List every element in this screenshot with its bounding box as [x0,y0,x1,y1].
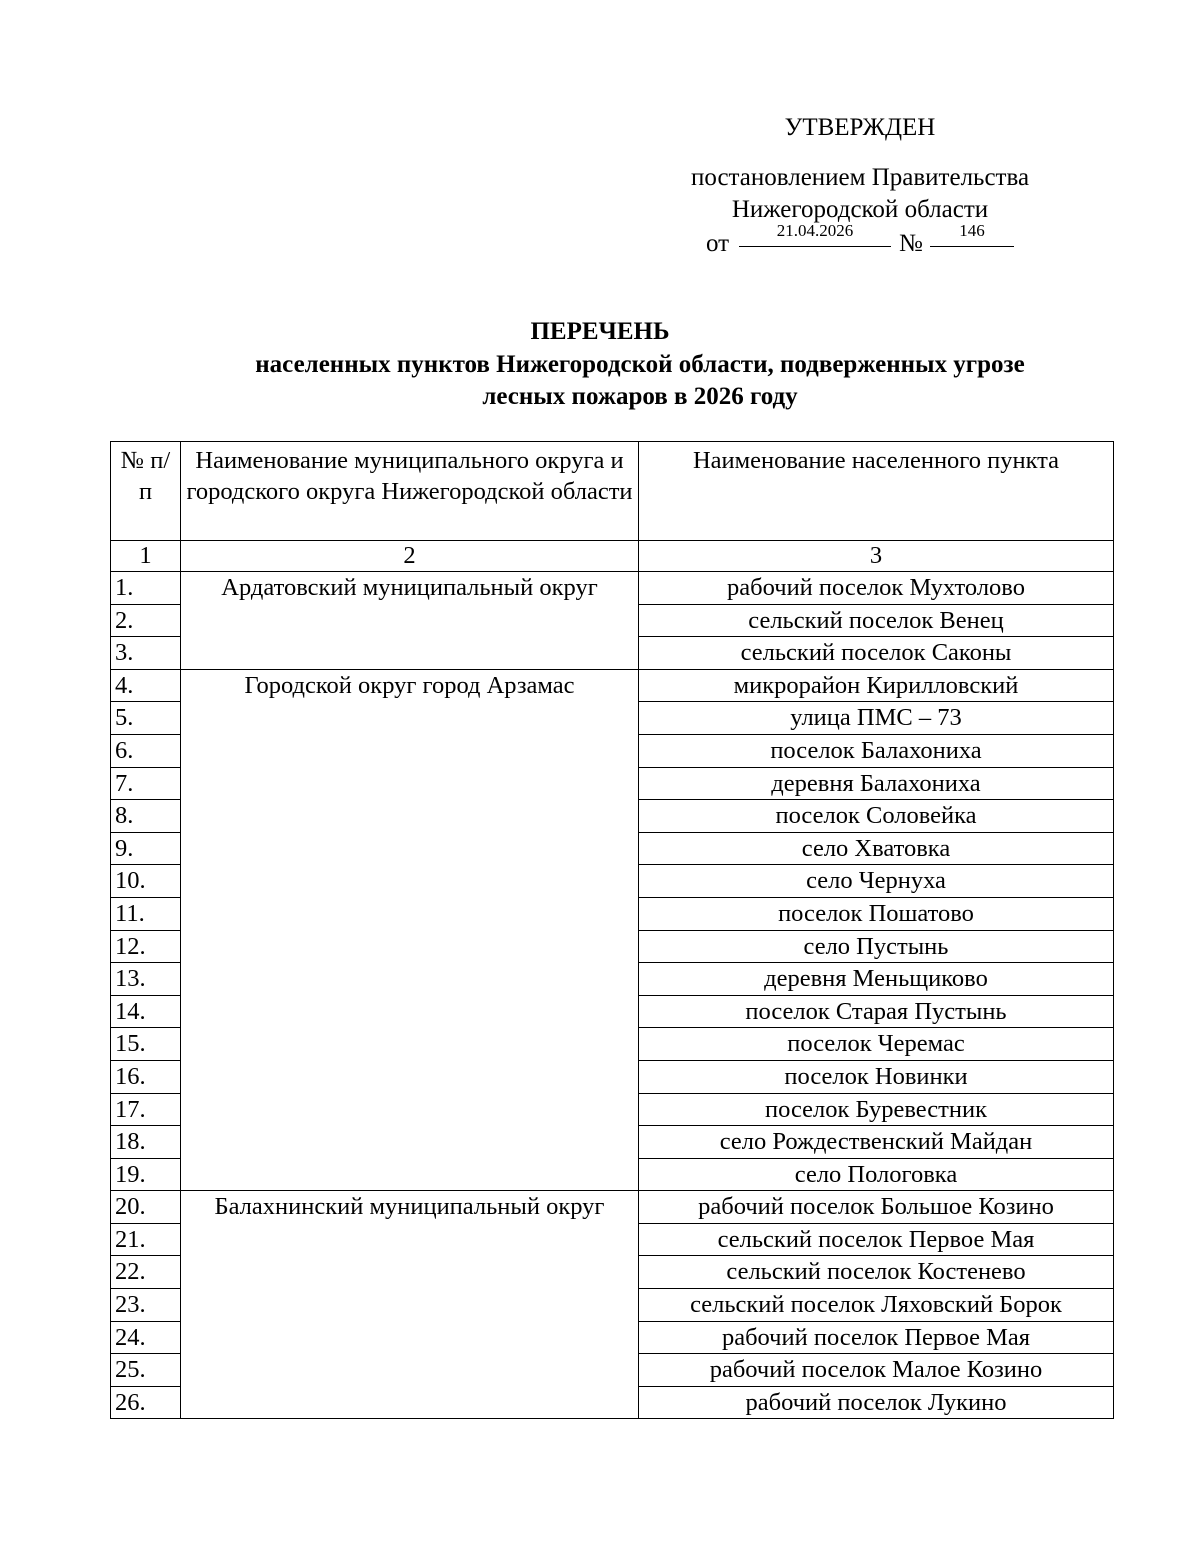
approval-block [640,112,1080,262]
approval-date-line [640,221,1080,262]
settlement-name: рабочий поселок Лукино [639,1386,1114,1419]
settlement-name: поселок Старая Пустынь [639,995,1114,1028]
row-number: 16. [111,1060,181,1093]
row-number: 8. [111,800,181,833]
approval-line-1: постановлением Правительства [690,164,1030,191]
number-prefix: № [899,230,923,257]
row-number: 26. [111,1386,181,1419]
municipality-name: Ардатовский муниципальный округ [181,572,639,670]
municipality-name: Балахнинский муниципальный округ [181,1191,639,1419]
settlement-name: сельский поселок Костенево [639,1256,1114,1289]
row-number: 7. [111,767,181,800]
document-subtitle-1: населенных пунктов Нижегородской области, подверженных угрозе [255,351,1025,378]
settlement-name: рабочий поселок Большое Козино [639,1191,1114,1224]
row-number: 13. [111,963,181,996]
column-number: 1 [111,541,181,572]
settlement-name: село Чернуха [639,865,1114,898]
row-number: 25. [111,1354,181,1387]
header-number: № п/п [111,442,181,541]
row-number: 23. [111,1289,181,1322]
settlement-name: поселок Буревестник [639,1093,1114,1126]
row-number: 24. [111,1321,181,1354]
row-number: 11. [111,897,181,930]
approval-date: 21.04.2026 [739,216,891,247]
settlements-table [110,441,1114,1419]
municipality-name: Городской округ город Арзамас [181,669,639,1191]
row-number: 1. [111,572,181,605]
table-row [111,572,1114,605]
column-number: 2 [181,541,639,572]
row-number: 14. [111,995,181,1028]
approval-heading: УТВЕРЖДЕН [784,114,936,141]
settlement-name: сельский поселок Саконы [639,637,1114,670]
row-number: 12. [111,930,181,963]
header-settlement: Наименование населенного пункта [639,442,1114,541]
table-header-row [111,442,1114,541]
settlement-name: улица ПМС – 73 [639,702,1114,735]
approval-number: 146 [930,216,1014,247]
row-number: 15. [111,1028,181,1061]
settlement-name: село Рождественский Майдан [639,1126,1114,1159]
settlement-name: деревня Балахониха [639,767,1114,800]
header-municipality: Наименование муниципального округа и городского округа Нижегородской области [181,442,639,541]
row-number: 22. [111,1256,181,1289]
settlement-name: рабочий поселок Первое Мая [639,1321,1114,1354]
row-number: 9. [111,832,181,865]
settlement-name: поселок Новинки [639,1060,1114,1093]
settlement-name: поселок Соловейка [639,800,1114,833]
row-number: 18. [111,1126,181,1159]
settlement-name: сельский поселок Ляховский Борок [639,1289,1114,1322]
settlement-name: сельский поселок Первое Мая [639,1223,1114,1256]
settlement-name: село Хватовка [639,832,1114,865]
settlement-name: рабочий поселок Малое Козино [639,1354,1114,1387]
row-number: 4. [111,669,181,702]
column-number-row [111,541,1114,572]
table-body [111,572,1114,1419]
row-number: 19. [111,1158,181,1191]
row-number: 5. [111,702,181,735]
settlement-name: рабочий поселок Мухтолово [639,572,1114,605]
row-number: 2. [111,604,181,637]
settlement-name: поселок Балахониха [639,734,1114,767]
settlement-name: поселок Пошатово [639,897,1114,930]
column-number: 3 [639,541,1114,572]
approval-line-2: Нижегородской области [731,196,989,223]
document-subtitle-2: лесных пожаров в 2026 году [482,383,798,410]
settlement-name: село Пологовка [639,1158,1114,1191]
settlement-name: поселок Черемас [639,1028,1114,1061]
settlement-name: село Пустынь [639,930,1114,963]
table-row [111,1191,1114,1224]
document-title: ПЕРЕЧЕНЬ [530,318,670,345]
row-number: 20. [111,1191,181,1224]
settlement-name: микрорайон Кирилловский [639,669,1114,702]
row-number: 6. [111,734,181,767]
row-number: 3. [111,637,181,670]
row-number: 21. [111,1223,181,1256]
table-row [111,669,1114,702]
date-prefix: от [706,230,730,257]
row-number: 10. [111,865,181,898]
settlement-name: деревня Меньщиково [639,963,1114,996]
settlement-name: сельский поселок Венец [639,604,1114,637]
row-number: 17. [111,1093,181,1126]
